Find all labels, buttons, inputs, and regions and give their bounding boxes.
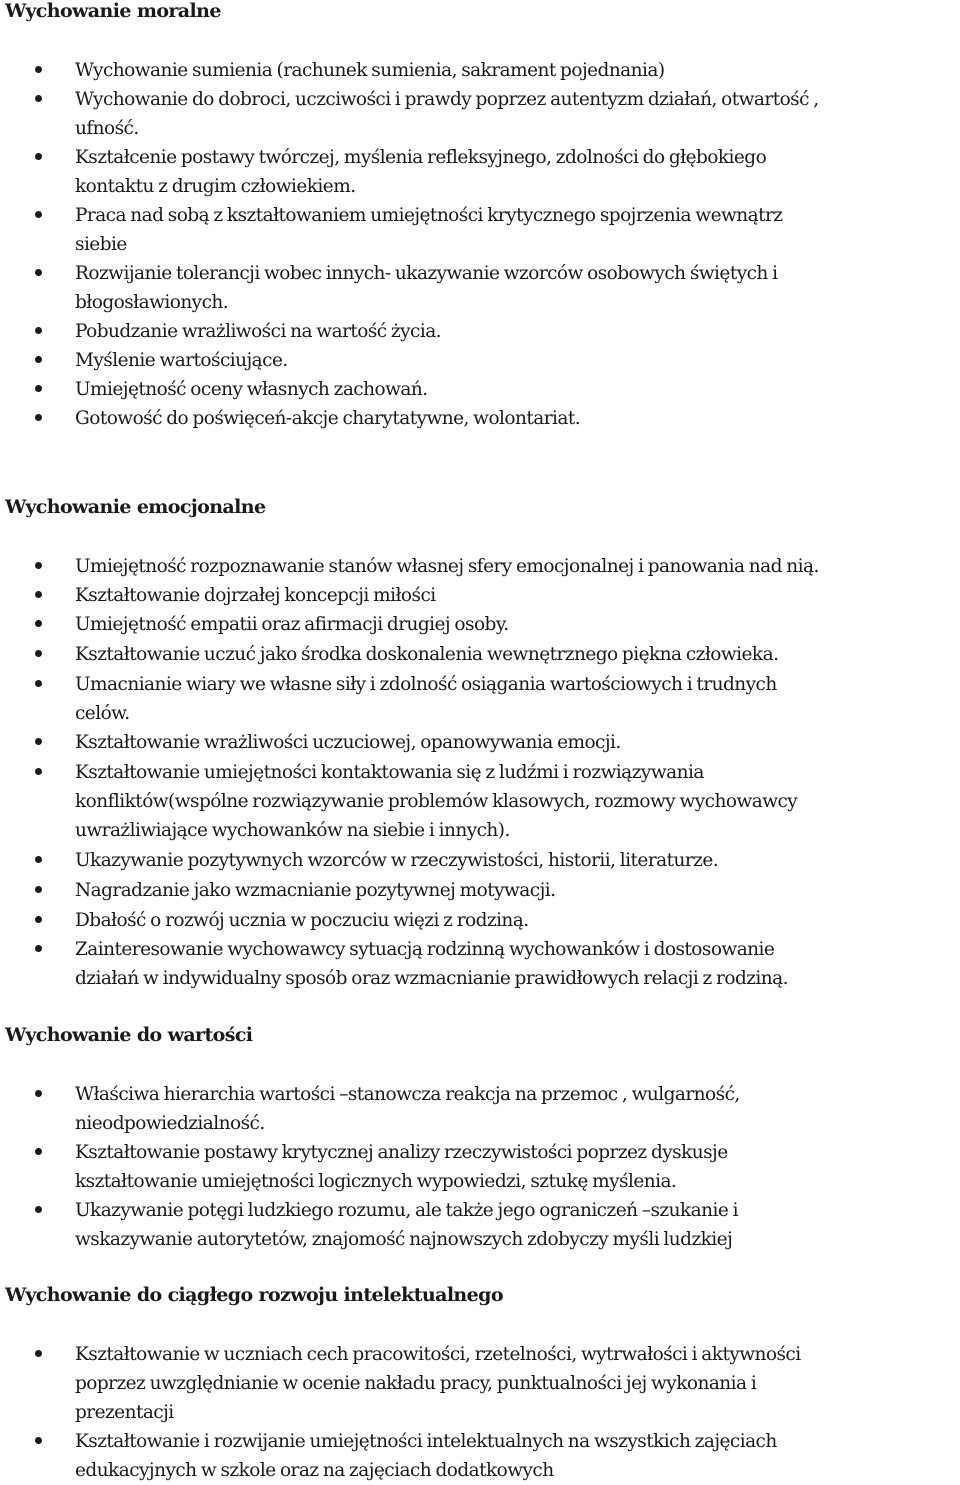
bullet-icon xyxy=(35,153,42,160)
list-item-text: Kształtowanie umiejętności kontaktowania się z ludźmi i rozwiązywania konfliktów(wspólne rozwiązywanie problemów klasowych, rozmowy wychowawcy uwrażliwiające wychowanków na siebie i innych). xyxy=(75,762,798,841)
bullet-icon xyxy=(35,95,42,102)
list-item-text: Dbałość o rozwój ucznia w poczuciu więzi z rodziną. xyxy=(75,910,529,931)
bullet-icon xyxy=(35,1437,42,1444)
bullet-icon xyxy=(35,886,42,893)
list-item-text: Umiejętność oceny własnych zachowań. xyxy=(75,379,428,400)
bullet-icon xyxy=(35,356,42,363)
bullet-icon xyxy=(35,1350,42,1357)
bullet-icon xyxy=(35,1090,42,1097)
bullet-icon xyxy=(35,269,42,276)
list-item-text: Pobudzanie wrażliwości na wartość życia. xyxy=(75,321,442,342)
bullet-icon xyxy=(35,738,42,745)
bullet-icon xyxy=(35,414,42,421)
list-item-text: Kształtowanie dojrzałej koncepcji miłości xyxy=(75,585,436,606)
section-title-wychowanie-do-wartosci: Wychowanie do wartości xyxy=(5,1024,253,1046)
list-item-text: Umacnianie wiary we własne siły i zdolność osiągania wartościowych i trudnych celów. xyxy=(75,674,777,724)
list-item-text: Umiejętność empatii oraz afirmacji drugiej osoby. xyxy=(75,614,509,635)
list-item-text: Kształtowanie uczuć jako środka doskonalenia wewnętrznego piękna człowieka. xyxy=(75,644,779,665)
bullet-icon xyxy=(35,562,42,569)
list-item-text: Rozwijanie tolerancji wobec innych- ukazywanie wzorców osobowych świętych i błogosławionych. xyxy=(75,263,778,313)
section-title-wychowanie-moralne: Wychowanie moralne xyxy=(5,0,221,22)
bullet-icon xyxy=(35,327,42,334)
list-item-text: Kształcenie postawy twórczej, myślenia refleksyjnego, zdolności do głębokiego kontaktu z drugim człowiekiem. xyxy=(75,147,767,197)
list-item-text: Kształtowanie i rozwijanie umiejętności intelektualnych na wszystkich zajęciach edukacyjnych w szkole oraz na zajęciach dodatkowych xyxy=(75,1431,777,1481)
bullet-icon xyxy=(35,385,42,392)
list-item-text: Praca nad sobą z kształtowaniem umiejętności krytycznego spojrzenia wewnątrz siebie xyxy=(75,205,783,255)
bullet-icon xyxy=(35,916,42,923)
bullet-icon xyxy=(35,768,42,775)
list-item-text: Ukazywanie potęgi ludzkiego rozumu, ale także jego ograniczeń –szukanie i wskazywanie autorytetów, znajomość najnowszych zdobyczy myśli ludzkiej xyxy=(75,1200,738,1250)
section-title-wychowanie-do-rozwoju-intelektualnego: Wychowanie do ciągłego rozwoju intelektualnego xyxy=(5,1284,503,1306)
list-item-text: Nagradzanie jako wzmacnianie pozytywnej motywacji. xyxy=(75,880,556,901)
bullet-icon xyxy=(35,856,42,863)
list-item-text: Zainteresowanie wychowawcy sytuacją rodzinną wychowanków i dostosowanie działań w indywidualny sposób oraz wzmacnianie prawidłowych relacji z rodziną. xyxy=(75,939,788,989)
list-item-text: Kształtowanie postawy krytycznej analizy rzeczywistości poprzez dyskusje kształtowanie umiejętności logicznych wypowiedzi, sztukę myślenia. xyxy=(75,1142,728,1192)
list-item-text: Kształtowanie w uczniach cech pracowitości, rzetelności, wytrwałości i aktywności poprzez uwzględnianie w ocenie nakładu pracy, punktualności jej wykonania i prezentacji xyxy=(75,1344,801,1423)
list-item-text: Gotowość do poświęceń-akcje charytatywne, wolontariat. xyxy=(75,408,581,429)
bullet-icon xyxy=(35,211,42,218)
list-item-text: Wychowanie sumienia (rachunek sumienia, sakrament pojednania) xyxy=(75,60,665,81)
bullet-icon xyxy=(35,591,42,598)
list-item-text: Ukazywanie pozytywnych wzorców w rzeczywistości, historii, literaturze. xyxy=(75,850,719,871)
list-item-text: Myślenie wartościujące. xyxy=(75,350,288,371)
section-title-wychowanie-emocjonalne: Wychowanie emocjonalne xyxy=(5,496,266,518)
bullet-icon xyxy=(35,66,42,73)
list-item-text: Wychowanie do dobroci, uczciwości i prawdy poprzez autentyzm działań, otwartość , ufność. xyxy=(75,89,819,139)
list-item-text: Kształtowanie wrażliwości uczuciowej, opanowywania emocji. xyxy=(75,732,621,753)
list-item-text: Właściwa hierarchia wartości –stanowcza reakcja na przemoc , wulgarność, nieodpowiedzialność. xyxy=(75,1084,740,1134)
bullet-icon xyxy=(35,945,42,952)
bullet-icon xyxy=(35,650,42,657)
bullet-icon xyxy=(35,1148,42,1155)
bullet-icon xyxy=(35,620,42,627)
bullet-icon xyxy=(35,1206,42,1213)
list-item-text: Umiejętność rozpoznawanie stanów własnej sfery emocjonalnej i panowania nad nią. xyxy=(75,556,819,577)
bullet-icon xyxy=(35,680,42,687)
